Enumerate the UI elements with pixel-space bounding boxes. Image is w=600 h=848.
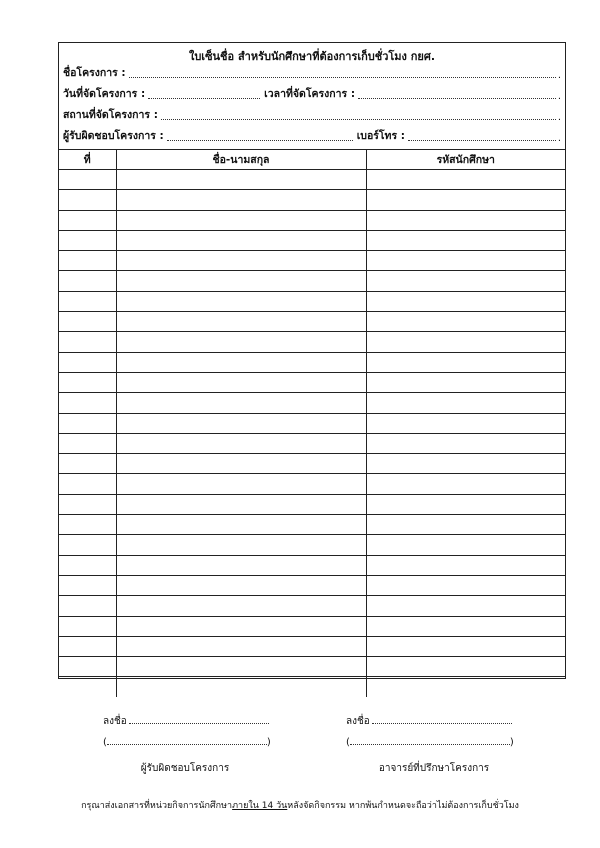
cell-no[interactable] xyxy=(59,393,116,413)
left-sign-field[interactable] xyxy=(129,723,269,724)
cell-student-id[interactable] xyxy=(366,230,565,250)
table-row xyxy=(59,636,565,656)
date-time-line: วันที่จัดโครงการ : เวลาที่จัดโครงการ : . xyxy=(63,88,561,102)
cell-no[interactable] xyxy=(59,555,116,575)
column-header-name: ชื่อ-นามสกุล xyxy=(116,150,366,170)
right-name-line xyxy=(346,737,514,748)
cell-no[interactable] xyxy=(59,474,116,494)
cell-name[interactable] xyxy=(116,190,366,210)
cell-student-id[interactable] xyxy=(366,312,565,332)
cell-no[interactable] xyxy=(59,454,116,474)
time-label: เวลาที่จัดโครงการ : xyxy=(264,88,356,100)
cell-no[interactable] xyxy=(59,636,116,656)
cell-student-id[interactable] xyxy=(366,575,565,595)
right-name-field[interactable] xyxy=(350,744,510,745)
date-label: วันที่จัดโครงการ : xyxy=(63,88,146,100)
place-field[interactable] xyxy=(161,119,556,120)
cell-name[interactable] xyxy=(116,616,366,636)
left-sign-label: ลงชื่อ xyxy=(103,716,127,727)
responsible-label: ผู้รับผิดชอบโครงการ : xyxy=(63,130,164,142)
table-row xyxy=(59,170,565,190)
cell-student-id[interactable] xyxy=(366,393,565,413)
cell-student-id[interactable] xyxy=(366,251,565,271)
table-row xyxy=(59,352,565,372)
table-row xyxy=(59,454,565,474)
cell-student-id[interactable] xyxy=(366,515,565,535)
cell-name[interactable] xyxy=(116,251,366,271)
cell-no[interactable] xyxy=(59,575,116,595)
cell-no[interactable] xyxy=(59,515,116,535)
table-row xyxy=(59,474,565,494)
table-header-row xyxy=(59,150,565,170)
cell-name[interactable] xyxy=(116,291,366,311)
project-name-field[interactable] xyxy=(129,77,556,78)
cell-name[interactable] xyxy=(116,657,366,677)
cell-no[interactable] xyxy=(59,657,116,677)
cell-no[interactable] xyxy=(59,352,116,372)
cell-student-id[interactable] xyxy=(366,494,565,514)
date-field[interactable] xyxy=(148,98,260,99)
table-row xyxy=(59,515,565,535)
cell-no[interactable] xyxy=(59,616,116,636)
table-row xyxy=(59,413,565,433)
table-row xyxy=(59,575,565,595)
cell-name[interactable] xyxy=(116,352,366,372)
place-label: สถานที่จัดโครงการ : xyxy=(63,109,158,121)
form-title: ใบเซ็นชื่อ สำหรับนักศึกษาที่ต้องการเก็บชั่วโมง กยศ. xyxy=(188,50,436,63)
cell-student-id[interactable] xyxy=(366,474,565,494)
cell-student-id[interactable] xyxy=(366,210,565,230)
cell-student-id[interactable] xyxy=(366,636,565,656)
cell-name[interactable] xyxy=(116,271,366,291)
cell-name[interactable] xyxy=(116,677,366,697)
responsible-line: ผู้รับผิดชอบโครงการ : เบอร์โทร : . xyxy=(63,130,561,144)
table-row xyxy=(59,433,565,453)
cell-no[interactable] xyxy=(59,271,116,291)
left-open-paren: ( xyxy=(103,737,107,748)
cell-name[interactable] xyxy=(116,515,366,535)
column-header-no: ที่ xyxy=(59,150,116,170)
right-close-paren: ) xyxy=(509,737,514,748)
form-header xyxy=(59,43,565,150)
footer-note xyxy=(0,798,600,812)
column-header-student-id: รหัสนักศึกษา xyxy=(366,150,565,170)
right-sign-field[interactable] xyxy=(372,723,512,724)
time-field[interactable] xyxy=(358,98,556,99)
cell-student-id[interactable] xyxy=(366,291,565,311)
cell-name[interactable] xyxy=(116,636,366,656)
cell-no[interactable] xyxy=(59,494,116,514)
cell-name[interactable] xyxy=(116,170,366,190)
table-row xyxy=(59,657,565,677)
phone-label: เบอร์โทร : xyxy=(356,130,405,142)
cell-no[interactable] xyxy=(59,230,116,250)
cell-student-id[interactable] xyxy=(366,454,565,474)
table-body xyxy=(59,170,565,697)
cell-no[interactable] xyxy=(59,190,116,210)
cell-name[interactable] xyxy=(116,413,366,433)
table-row xyxy=(59,393,565,413)
left-name-field[interactable] xyxy=(107,744,267,745)
cell-name[interactable] xyxy=(116,596,366,616)
phone-field[interactable] xyxy=(408,140,556,141)
cell-name[interactable] xyxy=(116,474,366,494)
left-role: ผู้รับผิดชอบโครงการ xyxy=(140,763,230,774)
table-row xyxy=(59,190,565,210)
cell-name[interactable] xyxy=(116,332,366,352)
cell-no[interactable] xyxy=(59,372,116,392)
place-line: สถานที่จัดโครงการ : . xyxy=(63,109,561,123)
left-close-paren: ) xyxy=(266,737,271,748)
cell-student-id[interactable] xyxy=(366,413,565,433)
cell-no[interactable] xyxy=(59,251,116,271)
cell-name[interactable] xyxy=(116,454,366,474)
cell-name[interactable] xyxy=(116,535,366,555)
cell-student-id[interactable] xyxy=(366,372,565,392)
left-name-line xyxy=(103,737,271,748)
table-row xyxy=(59,251,565,271)
cell-no[interactable] xyxy=(59,332,116,352)
cell-student-id[interactable] xyxy=(366,596,565,616)
footer-note-part2: หลังจัดกิจกรรม หากพ้นกำหนดจะถือว่าไม่ต้องการเก็บชั่วโมง xyxy=(287,801,519,811)
table-row xyxy=(59,494,565,514)
cell-no[interactable] xyxy=(59,535,116,555)
cell-student-id[interactable] xyxy=(366,352,565,372)
cell-name[interactable] xyxy=(116,575,366,595)
table-row xyxy=(59,230,565,250)
responsible-field[interactable] xyxy=(167,140,353,141)
table-row xyxy=(59,332,565,352)
cell-name[interactable] xyxy=(116,372,366,392)
cell-student-id[interactable] xyxy=(366,616,565,636)
right-sign-line xyxy=(346,714,512,729)
cell-student-id[interactable] xyxy=(366,190,565,210)
signature-table xyxy=(59,150,565,697)
cell-student-id[interactable] xyxy=(366,535,565,555)
cell-no[interactable] xyxy=(59,312,116,332)
cell-name[interactable] xyxy=(116,210,366,230)
table-row xyxy=(59,555,565,575)
table-row xyxy=(59,616,565,636)
cell-no[interactable] xyxy=(59,413,116,433)
cell-student-id[interactable] xyxy=(366,555,565,575)
cell-no[interactable] xyxy=(59,170,116,190)
project-name-label: ชื่อโครงการ : xyxy=(63,67,126,79)
table-row xyxy=(59,210,565,230)
cell-student-id[interactable] xyxy=(366,677,565,697)
table-row xyxy=(59,535,565,555)
table-row xyxy=(59,596,565,616)
footer-note-part1: กรุณาส่งเอกสารที่หน่วยกิจการนักศึกษา xyxy=(81,801,233,811)
table-row xyxy=(59,271,565,291)
cell-name[interactable] xyxy=(116,312,366,332)
cell-no[interactable] xyxy=(59,210,116,230)
cell-name[interactable] xyxy=(116,433,366,453)
right-sign-label: ลงชื่อ xyxy=(346,716,370,727)
cell-no[interactable] xyxy=(59,596,116,616)
project-name-line: ชื่อโครงการ : . xyxy=(63,67,561,81)
cell-student-id[interactable] xyxy=(366,271,565,291)
right-role: อาจารย์ที่ปรึกษาโครงการ xyxy=(378,763,490,774)
table-row xyxy=(59,677,565,697)
cell-name[interactable] xyxy=(116,494,366,514)
cell-no[interactable] xyxy=(59,433,116,453)
cell-name[interactable] xyxy=(116,393,366,413)
attendance-form xyxy=(58,42,566,679)
table-row xyxy=(59,372,565,392)
cell-name[interactable] xyxy=(116,555,366,575)
left-sign-line xyxy=(103,714,269,729)
cell-student-id[interactable] xyxy=(366,657,565,677)
cell-name[interactable] xyxy=(116,230,366,250)
cell-student-id[interactable] xyxy=(366,433,565,453)
cell-no[interactable] xyxy=(59,677,116,697)
cell-student-id[interactable] xyxy=(366,170,565,190)
footer-note-deadline: ภายใน 14 วัน xyxy=(232,801,288,811)
cell-student-id[interactable] xyxy=(366,332,565,352)
cell-no[interactable] xyxy=(59,291,116,311)
right-open-paren: ( xyxy=(346,737,350,748)
table-row xyxy=(59,312,565,332)
table-row xyxy=(59,291,565,311)
